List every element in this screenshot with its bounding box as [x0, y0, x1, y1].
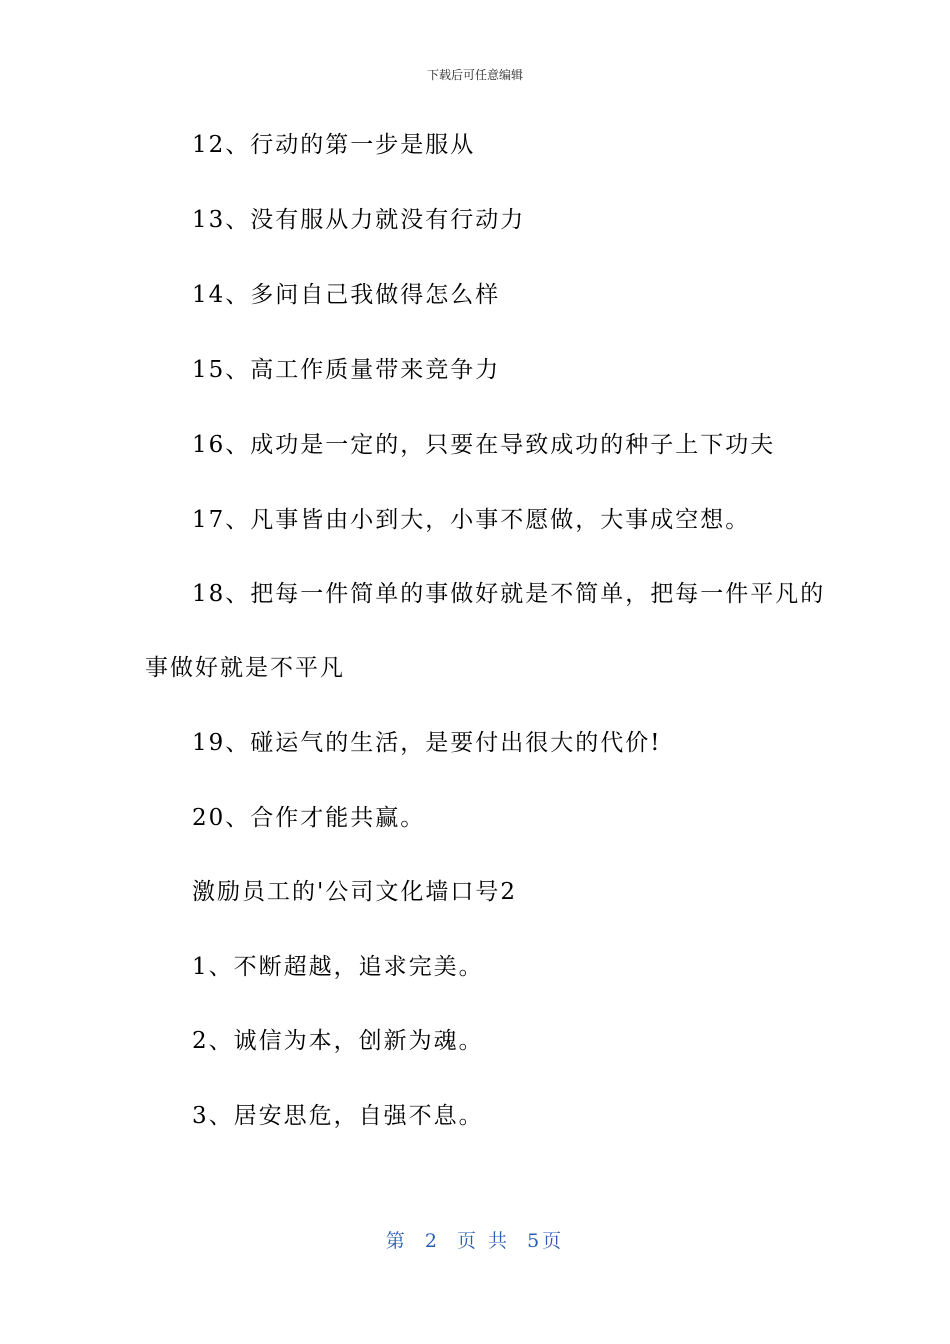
footer-page-number: 2 — [424, 1230, 440, 1252]
footer-total-pages: 5页 — [527, 1230, 565, 1252]
page-header-note: 下载后可任意编辑 — [426, 68, 523, 82]
page-footer — [0, 1226, 950, 1253]
section-heading: 激励员工的'公司文化墙口号2 — [192, 879, 517, 905]
paragraph-line: 13、没有服从力就没有行动力 — [192, 207, 526, 233]
paragraph-line: 20、合作才能共赢。 — [192, 805, 426, 831]
paragraph-line: 18、把每一件简单的事做好就是不简单，把每一件平凡的 — [192, 581, 826, 607]
paragraph-line: 14、多问自己我做得怎么样 — [192, 282, 501, 308]
footer-prefix: 第 — [385, 1230, 408, 1252]
paragraph-line: 1、不断超越，追求完美。 — [192, 954, 484, 980]
footer-middle: 页 共 — [457, 1230, 511, 1252]
paragraph-line: 19、碰运气的生活，是要付出很大的代价! — [192, 730, 662, 756]
paragraph-line: 15、高工作质量带来竞争力 — [192, 357, 501, 383]
paragraph-line-continuation: 事做好就是不平凡 — [145, 655, 345, 681]
paragraph-line: 2、诚信为本，创新为魂。 — [192, 1028, 484, 1054]
paragraph-line: 12、行动的第一步是服从 — [192, 132, 476, 158]
paragraph-line: 3、居安思危，自强不息。 — [192, 1103, 484, 1129]
paragraph-line: 17、凡事皆由小到大，小事不愿做，大事成空想。 — [192, 507, 751, 533]
paragraph-line: 16、成功是一定的，只要在导致成功的种子上下功夫 — [192, 432, 776, 458]
